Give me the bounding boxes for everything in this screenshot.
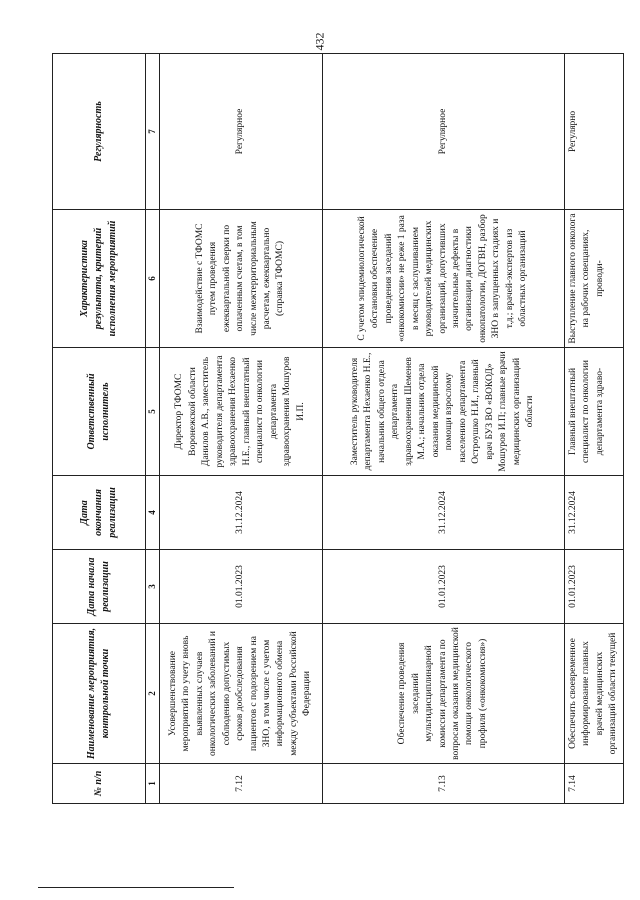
end-date: 31.12.2024 [322,476,564,550]
start-date: 01.01.2023 [322,550,564,624]
start-date: 01.01.2023 [159,550,322,624]
header-cell: Регулярность [53,54,146,210]
rotated-table-wrapper [52,54,619,804]
regularity: Регулярное [159,54,322,210]
activity-name: Обеспечение проведения заседаний мультидисциплинарной комиссии департамента по вопросам оказания медицинской помощи онкологического профиля («онкокомиссия») [322,624,564,764]
table-header-row [53,54,146,804]
table-row [159,54,322,804]
end-date: 31.12.2024 [159,476,322,550]
result-description: С учетом эпидемиологической обстановки обеспечение проведения заседаний «онкокомиссии» не реже 1 раза в месяц с заслушиванием руководителей медицинских организаций, допустивших значительные дефекты в организации диагностики онкопатологии, ДОГВН, разбор ЗНО в запущенных стадиях и т.д.; врачей-экспертов из областных организаций [322,210,564,348]
activity-name: Обеспечить своевременное информирование главных врачей медицинских организаций области текущей [564,624,623,764]
table-row [322,54,564,804]
result-description: Выступление главного онколога на рабочих совещаниях, проводи- [564,210,623,348]
header-cell: Дата окончания реализации [53,476,146,550]
footer-line [38,887,234,888]
column-number: 3 [146,550,160,624]
column-number: 5 [146,348,160,476]
header-cell: № п/п [53,764,146,804]
column-number: 1 [146,764,160,804]
responsible-executor: Директор ТФОМС Воронежской области Данилов А.В., заместитель руководителя департамента здравоохранения Нехаенко Н.Е., главный внештатный специалист по онкологии департамента здравоохранения Мошуров И.П. [159,348,322,476]
column-number: 4 [146,476,160,550]
header-cell: Ответственный исполнитель [53,348,146,476]
activity-name: Усовершенствование мероприятий по учету вновь выявленных случаев онкологических заболеваний и соблюдению допустимых сроков дообследования пациентов с подозрением на ЗНО, в том числе с учетом информационного обмена между субъектами Российской Федерации [159,624,322,764]
header-cell: Наименование мероприятия, контрольной точки [53,624,146,764]
regularity: Регулярное [322,54,564,210]
regularity: Регулярно [564,54,623,210]
page-number: 432 [312,32,327,51]
responsible-executor: Заместитель руководителя департамента Нехаенко Н.Е., начальник общего отдела департамента здравоохранения Шеменев М.А.; начальник отдела оказания медицинской помощи взрослому населению департамента Остроушко Н.И., главный врач БУЗ ВО «ВОКОД» Мошуров И.П; главные врачи медицинских организаций области [322,348,564,476]
header-cell: Характеристика результата, критерий исполнения мероприятий [53,210,146,348]
column-number: 6 [146,210,160,348]
activities-table [52,53,624,804]
row-number: 7.12 [159,764,322,804]
end-date: 31.12.2024 [564,476,623,550]
responsible-executor: Главный внештатный специалист по онкологии департамента здраво- [564,348,623,476]
result-description: Взаимодействие с ТФОМС путем проведения ежеквартальной сверки по оплаченным счетам, в том числе межтерриториальным расчетам, ежеквартально (справка ТФОМС) [159,210,322,348]
header-cell: Дата начала реализации [53,550,146,624]
table-row [564,54,623,804]
row-number: 7.14 [564,764,623,804]
column-number-row [146,54,160,804]
column-number: 7 [146,54,160,210]
column-number: 2 [146,624,160,764]
start-date: 01.01.2023 [564,550,623,624]
row-number: 7.13 [322,764,564,804]
